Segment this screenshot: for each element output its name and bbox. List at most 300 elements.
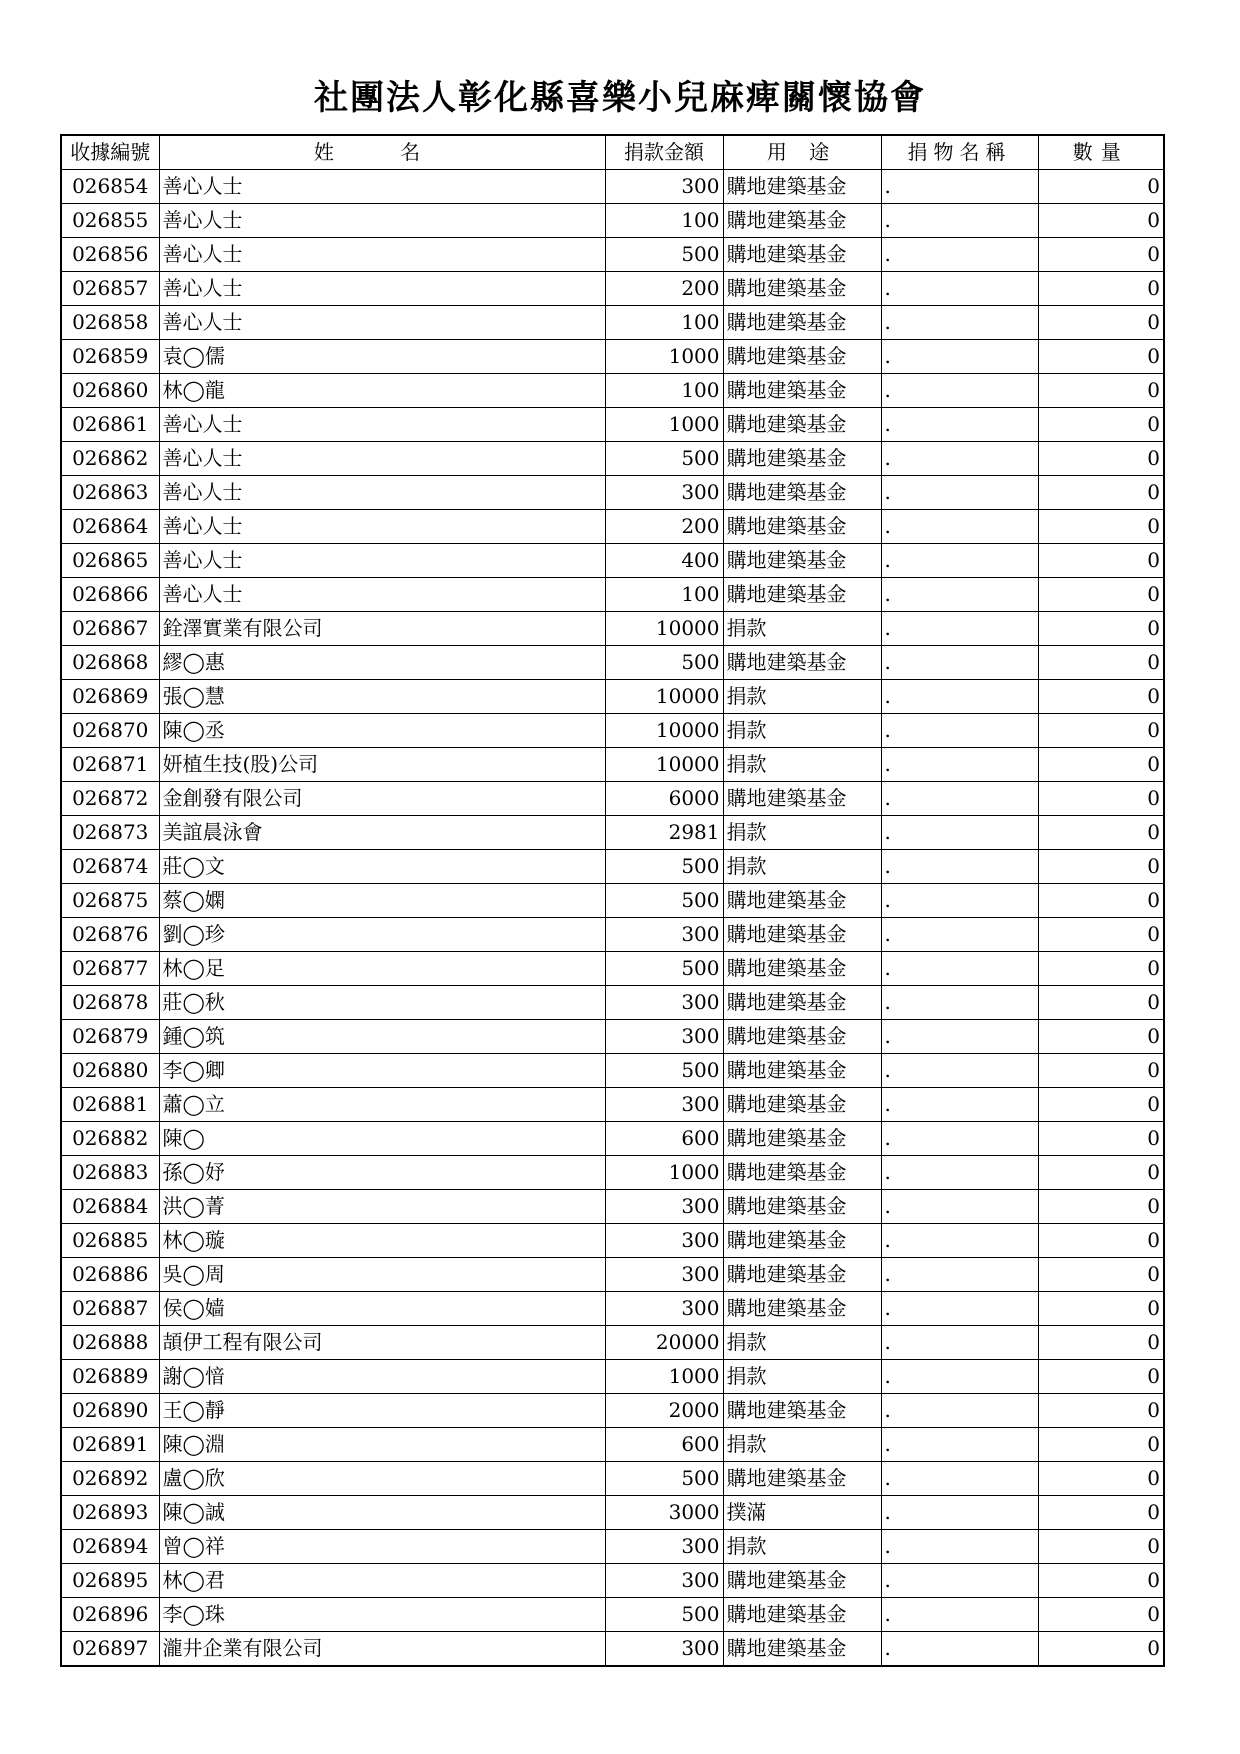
item-name-cell: . <box>881 1632 1038 1667</box>
amount-cell: 500 <box>605 850 723 884</box>
table-row <box>61 544 1164 578</box>
table-row <box>61 1054 1164 1088</box>
quantity-cell: 0 <box>1038 782 1164 816</box>
table-row <box>61 204 1164 238</box>
donor-name-cell: 妍植生技(股)公司 <box>159 748 605 782</box>
purpose-cell: 捐款 <box>723 1326 881 1360</box>
quantity-cell: 0 <box>1038 748 1164 782</box>
amount-cell: 200 <box>605 272 723 306</box>
item-name-cell: . <box>881 1122 1038 1156</box>
receipt-no-cell: 026861 <box>61 408 159 442</box>
receipt-no-cell: 026867 <box>61 612 159 646</box>
amount-cell: 500 <box>605 1462 723 1496</box>
purpose-cell: 購地建築基金 <box>723 1122 881 1156</box>
quantity-cell: 0 <box>1038 952 1164 986</box>
table-row <box>61 952 1164 986</box>
item-name-cell: . <box>881 1394 1038 1428</box>
purpose-cell: 購地建築基金 <box>723 782 881 816</box>
table-row <box>61 1326 1164 1360</box>
donor-name-cell: 蔡◯嫻 <box>159 884 605 918</box>
donor-name-cell: 侯◯嫱 <box>159 1292 605 1326</box>
quantity-cell: 0 <box>1038 1224 1164 1258</box>
purpose-cell: 購地建築基金 <box>723 306 881 340</box>
quantity-cell: 0 <box>1038 884 1164 918</box>
amount-cell: 300 <box>605 1632 723 1667</box>
donor-name-cell: 劉◯珍 <box>159 918 605 952</box>
item-name-cell: . <box>881 1564 1038 1598</box>
quantity-cell: 0 <box>1038 1190 1164 1224</box>
purpose-cell: 購地建築基金 <box>723 1054 881 1088</box>
purpose-cell: 購地建築基金 <box>723 1258 881 1292</box>
receipt-no-cell: 026888 <box>61 1326 159 1360</box>
receipt-no-cell: 026863 <box>61 476 159 510</box>
item-name-cell: . <box>881 204 1038 238</box>
quantity-cell: 0 <box>1038 476 1164 510</box>
table-row <box>61 782 1164 816</box>
receipt-no-cell: 026869 <box>61 680 159 714</box>
item-name-cell: . <box>881 1428 1038 1462</box>
quantity-cell: 0 <box>1038 1258 1164 1292</box>
donor-name-cell: 莊◯秋 <box>159 986 605 1020</box>
donor-name-cell: 善心人士 <box>159 238 605 272</box>
item-name-cell: . <box>881 1598 1038 1632</box>
donor-name-cell: 吳◯周 <box>159 1258 605 1292</box>
item-name-cell: . <box>881 884 1038 918</box>
quantity-cell: 0 <box>1038 850 1164 884</box>
amount-cell: 500 <box>605 884 723 918</box>
table-row <box>61 510 1164 544</box>
quantity-cell: 0 <box>1038 1564 1164 1598</box>
item-name-cell: . <box>881 1020 1038 1054</box>
item-name-cell: . <box>881 782 1038 816</box>
donor-name-cell: 盧◯欣 <box>159 1462 605 1496</box>
amount-cell: 300 <box>605 918 723 952</box>
amount-cell: 10000 <box>605 612 723 646</box>
amount-cell: 2981 <box>605 816 723 850</box>
table-row <box>61 680 1164 714</box>
item-name-cell: . <box>881 1224 1038 1258</box>
receipt-no-cell: 026890 <box>61 1394 159 1428</box>
donor-name-cell: 王◯靜 <box>159 1394 605 1428</box>
quantity-cell: 0 <box>1038 204 1164 238</box>
table-row <box>61 408 1164 442</box>
donor-name-cell: 善心人士 <box>159 578 605 612</box>
donor-name-cell: 善心人士 <box>159 170 605 204</box>
table-row <box>61 646 1164 680</box>
item-name-cell: . <box>881 408 1038 442</box>
receipt-no-cell: 026870 <box>61 714 159 748</box>
amount-cell: 300 <box>605 1564 723 1598</box>
amount-cell: 1000 <box>605 1156 723 1190</box>
item-name-cell: . <box>881 680 1038 714</box>
item-name-cell: . <box>881 1462 1038 1496</box>
quantity-cell: 0 <box>1038 1598 1164 1632</box>
table-row <box>61 1020 1164 1054</box>
quantity-cell: 0 <box>1038 170 1164 204</box>
amount-cell: 500 <box>605 646 723 680</box>
item-name-cell: . <box>881 238 1038 272</box>
amount-cell: 200 <box>605 510 723 544</box>
amount-cell: 300 <box>605 1020 723 1054</box>
table-row <box>61 714 1164 748</box>
table-row <box>61 884 1164 918</box>
item-name-cell: . <box>881 1054 1038 1088</box>
purpose-cell: 捐款 <box>723 1428 881 1462</box>
receipt-no-cell: 026882 <box>61 1122 159 1156</box>
purpose-cell: 購地建築基金 <box>723 1224 881 1258</box>
amount-cell: 400 <box>605 544 723 578</box>
purpose-cell: 購地建築基金 <box>723 170 881 204</box>
donor-name-cell: 林◯君 <box>159 1564 605 1598</box>
donor-name-cell: 銓澤實業有限公司 <box>159 612 605 646</box>
table-row <box>61 748 1164 782</box>
receipt-no-cell: 026887 <box>61 1292 159 1326</box>
donor-name-cell: 善心人士 <box>159 272 605 306</box>
item-name-cell: . <box>881 918 1038 952</box>
donor-name-cell: 林◯璇 <box>159 1224 605 1258</box>
receipt-no-cell: 026895 <box>61 1564 159 1598</box>
quantity-cell: 0 <box>1038 1326 1164 1360</box>
item-name-cell: . <box>881 340 1038 374</box>
table-row <box>61 1496 1164 1530</box>
amount-cell: 300 <box>605 986 723 1020</box>
purpose-cell: 捐款 <box>723 612 881 646</box>
purpose-cell: 購地建築基金 <box>723 952 881 986</box>
item-name-cell: . <box>881 986 1038 1020</box>
amount-cell: 500 <box>605 1598 723 1632</box>
table-row <box>61 238 1164 272</box>
donor-name-cell: 善心人士 <box>159 306 605 340</box>
receipt-no-cell: 026858 <box>61 306 159 340</box>
purpose-cell: 購地建築基金 <box>723 1564 881 1598</box>
quantity-cell: 0 <box>1038 918 1164 952</box>
item-name-cell: . <box>881 714 1038 748</box>
col-header-item-name: 捐物名稱 <box>881 135 1038 170</box>
receipt-no-cell: 026857 <box>61 272 159 306</box>
table-row <box>61 1428 1164 1462</box>
table-row <box>61 306 1164 340</box>
item-name-cell: . <box>881 374 1038 408</box>
receipt-no-cell: 026885 <box>61 1224 159 1258</box>
receipt-no-cell: 026865 <box>61 544 159 578</box>
item-name-cell: . <box>881 1088 1038 1122</box>
purpose-cell: 捐款 <box>723 748 881 782</box>
amount-cell: 10000 <box>605 680 723 714</box>
purpose-cell: 購地建築基金 <box>723 884 881 918</box>
item-name-cell: . <box>881 612 1038 646</box>
item-name-cell: . <box>881 272 1038 306</box>
donor-name-cell: 陳◯丞 <box>159 714 605 748</box>
donor-name-cell: 鍾◯筑 <box>159 1020 605 1054</box>
amount-cell: 300 <box>605 476 723 510</box>
purpose-cell: 購地建築基金 <box>723 1394 881 1428</box>
amount-cell: 1000 <box>605 340 723 374</box>
donor-name-cell: 美誼晨泳會 <box>159 816 605 850</box>
donor-name-cell: 洪◯菁 <box>159 1190 605 1224</box>
quantity-cell: 0 <box>1038 1088 1164 1122</box>
donor-name-cell: 謝◯愔 <box>159 1360 605 1394</box>
item-name-cell: . <box>881 1530 1038 1564</box>
receipt-no-cell: 026855 <box>61 204 159 238</box>
quantity-cell: 0 <box>1038 612 1164 646</box>
purpose-cell: 購地建築基金 <box>723 646 881 680</box>
donor-name-cell: 莊◯文 <box>159 850 605 884</box>
donor-name-cell: 林◯龍 <box>159 374 605 408</box>
amount-cell: 600 <box>605 1428 723 1462</box>
amount-cell: 300 <box>605 1530 723 1564</box>
item-name-cell: . <box>881 476 1038 510</box>
table-row <box>61 340 1164 374</box>
donor-name-cell: 金創發有限公司 <box>159 782 605 816</box>
purpose-cell: 購地建築基金 <box>723 1462 881 1496</box>
quantity-cell: 0 <box>1038 510 1164 544</box>
table-row <box>61 1360 1164 1394</box>
item-name-cell: . <box>881 544 1038 578</box>
table-row <box>61 272 1164 306</box>
donor-name-cell: 繆◯惠 <box>159 646 605 680</box>
table-row <box>61 1122 1164 1156</box>
amount-cell: 1000 <box>605 408 723 442</box>
quantity-cell: 0 <box>1038 442 1164 476</box>
purpose-cell: 購地建築基金 <box>723 544 881 578</box>
amount-cell: 300 <box>605 1190 723 1224</box>
purpose-cell: 購地建築基金 <box>723 1598 881 1632</box>
quantity-cell: 0 <box>1038 1462 1164 1496</box>
receipt-no-cell: 026876 <box>61 918 159 952</box>
donor-name-cell: 李◯卿 <box>159 1054 605 1088</box>
quantity-cell: 0 <box>1038 714 1164 748</box>
item-name-cell: . <box>881 1326 1038 1360</box>
purpose-cell: 捐款 <box>723 714 881 748</box>
receipt-no-cell: 026871 <box>61 748 159 782</box>
table-row <box>61 1462 1164 1496</box>
amount-cell: 100 <box>605 374 723 408</box>
receipt-no-cell: 026864 <box>61 510 159 544</box>
quantity-cell: 0 <box>1038 272 1164 306</box>
donation-table <box>60 134 1165 1667</box>
purpose-cell: 捐款 <box>723 680 881 714</box>
table-row <box>61 612 1164 646</box>
table-row <box>61 374 1164 408</box>
amount-cell: 6000 <box>605 782 723 816</box>
receipt-no-cell: 026866 <box>61 578 159 612</box>
amount-cell: 300 <box>605 1088 723 1122</box>
quantity-cell: 0 <box>1038 544 1164 578</box>
table-row <box>61 1224 1164 1258</box>
item-name-cell: . <box>881 170 1038 204</box>
purpose-cell: 購地建築基金 <box>723 476 881 510</box>
table-row <box>61 850 1164 884</box>
quantity-cell: 0 <box>1038 646 1164 680</box>
table-row <box>61 170 1164 204</box>
donor-name-cell: 林◯足 <box>159 952 605 986</box>
receipt-no-cell: 026880 <box>61 1054 159 1088</box>
amount-cell: 3000 <box>605 1496 723 1530</box>
page-title: 社團法人彰化縣喜樂小兒麻痺關懷協會 <box>314 78 926 118</box>
amount-cell: 500 <box>605 952 723 986</box>
quantity-cell: 0 <box>1038 1496 1164 1530</box>
donor-name-cell: 善心人士 <box>159 204 605 238</box>
receipt-no-cell: 026875 <box>61 884 159 918</box>
purpose-cell: 購地建築基金 <box>723 442 881 476</box>
item-name-cell: . <box>881 578 1038 612</box>
receipt-no-cell: 026884 <box>61 1190 159 1224</box>
item-name-cell: . <box>881 816 1038 850</box>
receipt-no-cell: 026893 <box>61 1496 159 1530</box>
amount-cell: 500 <box>605 442 723 476</box>
receipt-no-cell: 026886 <box>61 1258 159 1292</box>
receipt-no-cell: 026883 <box>61 1156 159 1190</box>
item-name-cell: . <box>881 1292 1038 1326</box>
quantity-cell: 0 <box>1038 1360 1164 1394</box>
purpose-cell: 捐款 <box>723 1360 881 1394</box>
purpose-cell: 購地建築基金 <box>723 1292 881 1326</box>
quantity-cell: 0 <box>1038 1122 1164 1156</box>
item-name-cell: . <box>881 850 1038 884</box>
purpose-cell: 購地建築基金 <box>723 1632 881 1667</box>
purpose-cell: 購地建築基金 <box>723 578 881 612</box>
table-row <box>61 442 1164 476</box>
quantity-cell: 0 <box>1038 578 1164 612</box>
quantity-cell: 0 <box>1038 1054 1164 1088</box>
amount-cell: 300 <box>605 1224 723 1258</box>
purpose-cell: 購地建築基金 <box>723 1190 881 1224</box>
quantity-cell: 0 <box>1038 986 1164 1020</box>
amount-cell: 600 <box>605 1122 723 1156</box>
donor-name-cell: 蕭◯立 <box>159 1088 605 1122</box>
purpose-cell: 購地建築基金 <box>723 374 881 408</box>
item-name-cell: . <box>881 1258 1038 1292</box>
purpose-cell: 捐款 <box>723 816 881 850</box>
table-row <box>61 1258 1164 1292</box>
donor-name-cell: 善心人士 <box>159 408 605 442</box>
table-row <box>61 1564 1164 1598</box>
table-row <box>61 476 1164 510</box>
table-row <box>61 1190 1164 1224</box>
amount-cell: 500 <box>605 238 723 272</box>
item-name-cell: . <box>881 748 1038 782</box>
receipt-no-cell: 026894 <box>61 1530 159 1564</box>
receipt-no-cell: 026877 <box>61 952 159 986</box>
quantity-cell: 0 <box>1038 340 1164 374</box>
amount-cell: 300 <box>605 1292 723 1326</box>
table-row <box>61 918 1164 952</box>
quantity-cell: 0 <box>1038 306 1164 340</box>
donor-name-cell: 李◯珠 <box>159 1598 605 1632</box>
receipt-no-cell: 026896 <box>61 1598 159 1632</box>
receipt-no-cell: 026879 <box>61 1020 159 1054</box>
receipt-no-cell: 026868 <box>61 646 159 680</box>
amount-cell: 100 <box>605 578 723 612</box>
item-name-cell: . <box>881 1190 1038 1224</box>
receipt-no-cell: 026897 <box>61 1632 159 1667</box>
quantity-cell: 0 <box>1038 680 1164 714</box>
col-header-amount: 捐款金額 <box>605 135 723 170</box>
purpose-cell: 購地建築基金 <box>723 986 881 1020</box>
donor-name-cell: 陳◯ <box>159 1122 605 1156</box>
table-row <box>61 578 1164 612</box>
table-row <box>61 1598 1164 1632</box>
col-header-purpose: 用 途 <box>723 135 881 170</box>
purpose-cell: 捐款 <box>723 1530 881 1564</box>
purpose-cell: 購地建築基金 <box>723 408 881 442</box>
receipt-no-cell: 026874 <box>61 850 159 884</box>
receipt-no-cell: 026854 <box>61 170 159 204</box>
amount-cell: 300 <box>605 170 723 204</box>
receipt-no-cell: 026878 <box>61 986 159 1020</box>
amount-cell: 10000 <box>605 714 723 748</box>
item-name-cell: . <box>881 646 1038 680</box>
donor-name-cell: 陳◯淵 <box>159 1428 605 1462</box>
purpose-cell: 購地建築基金 <box>723 510 881 544</box>
col-header-quantity: 數量 <box>1038 135 1164 170</box>
col-header-receipt-no: 收據編號 <box>61 135 159 170</box>
donor-name-cell: 善心人士 <box>159 442 605 476</box>
item-name-cell: . <box>881 1156 1038 1190</box>
donor-name-cell: 頡伊工程有限公司 <box>159 1326 605 1360</box>
item-name-cell: . <box>881 510 1038 544</box>
item-name-cell: . <box>881 1360 1038 1394</box>
receipt-no-cell: 026891 <box>61 1428 159 1462</box>
purpose-cell: 撲滿 <box>723 1496 881 1530</box>
donor-name-cell: 張◯慧 <box>159 680 605 714</box>
quantity-cell: 0 <box>1038 1156 1164 1190</box>
quantity-cell: 0 <box>1038 408 1164 442</box>
receipt-no-cell: 026859 <box>61 340 159 374</box>
item-name-cell: . <box>881 952 1038 986</box>
receipt-no-cell: 026862 <box>61 442 159 476</box>
quantity-cell: 0 <box>1038 238 1164 272</box>
quantity-cell: 0 <box>1038 1428 1164 1462</box>
donor-name-cell: 曾◯祥 <box>159 1530 605 1564</box>
amount-cell: 300 <box>605 1258 723 1292</box>
quantity-cell: 0 <box>1038 1020 1164 1054</box>
amount-cell: 500 <box>605 1054 723 1088</box>
purpose-cell: 捐款 <box>723 850 881 884</box>
donor-name-cell: 瀧井企業有限公司 <box>159 1632 605 1667</box>
purpose-cell: 購地建築基金 <box>723 1088 881 1122</box>
donor-name-cell: 袁◯儒 <box>159 340 605 374</box>
table-row <box>61 1156 1164 1190</box>
donor-name-cell: 善心人士 <box>159 510 605 544</box>
receipt-no-cell: 026856 <box>61 238 159 272</box>
table-row <box>61 1530 1164 1564</box>
purpose-cell: 購地建築基金 <box>723 1020 881 1054</box>
amount-cell: 20000 <box>605 1326 723 1360</box>
donor-name-cell: 陳◯誠 <box>159 1496 605 1530</box>
purpose-cell: 購地建築基金 <box>723 918 881 952</box>
amount-cell: 10000 <box>605 748 723 782</box>
quantity-cell: 0 <box>1038 1292 1164 1326</box>
item-name-cell: . <box>881 306 1038 340</box>
receipt-no-cell: 026881 <box>61 1088 159 1122</box>
receipt-no-cell: 026860 <box>61 374 159 408</box>
receipt-no-cell: 026873 <box>61 816 159 850</box>
purpose-cell: 購地建築基金 <box>723 238 881 272</box>
col-header-name: 姓 名 <box>159 135 605 170</box>
quantity-cell: 0 <box>1038 1632 1164 1667</box>
purpose-cell: 購地建築基金 <box>723 340 881 374</box>
amount-cell: 2000 <box>605 1394 723 1428</box>
quantity-cell: 0 <box>1038 1394 1164 1428</box>
table-row <box>61 1088 1164 1122</box>
receipt-no-cell: 026889 <box>61 1360 159 1394</box>
receipt-no-cell: 026892 <box>61 1462 159 1496</box>
quantity-cell: 0 <box>1038 816 1164 850</box>
amount-cell: 1000 <box>605 1360 723 1394</box>
table-row <box>61 1632 1164 1667</box>
donor-name-cell: 孫◯妤 <box>159 1156 605 1190</box>
